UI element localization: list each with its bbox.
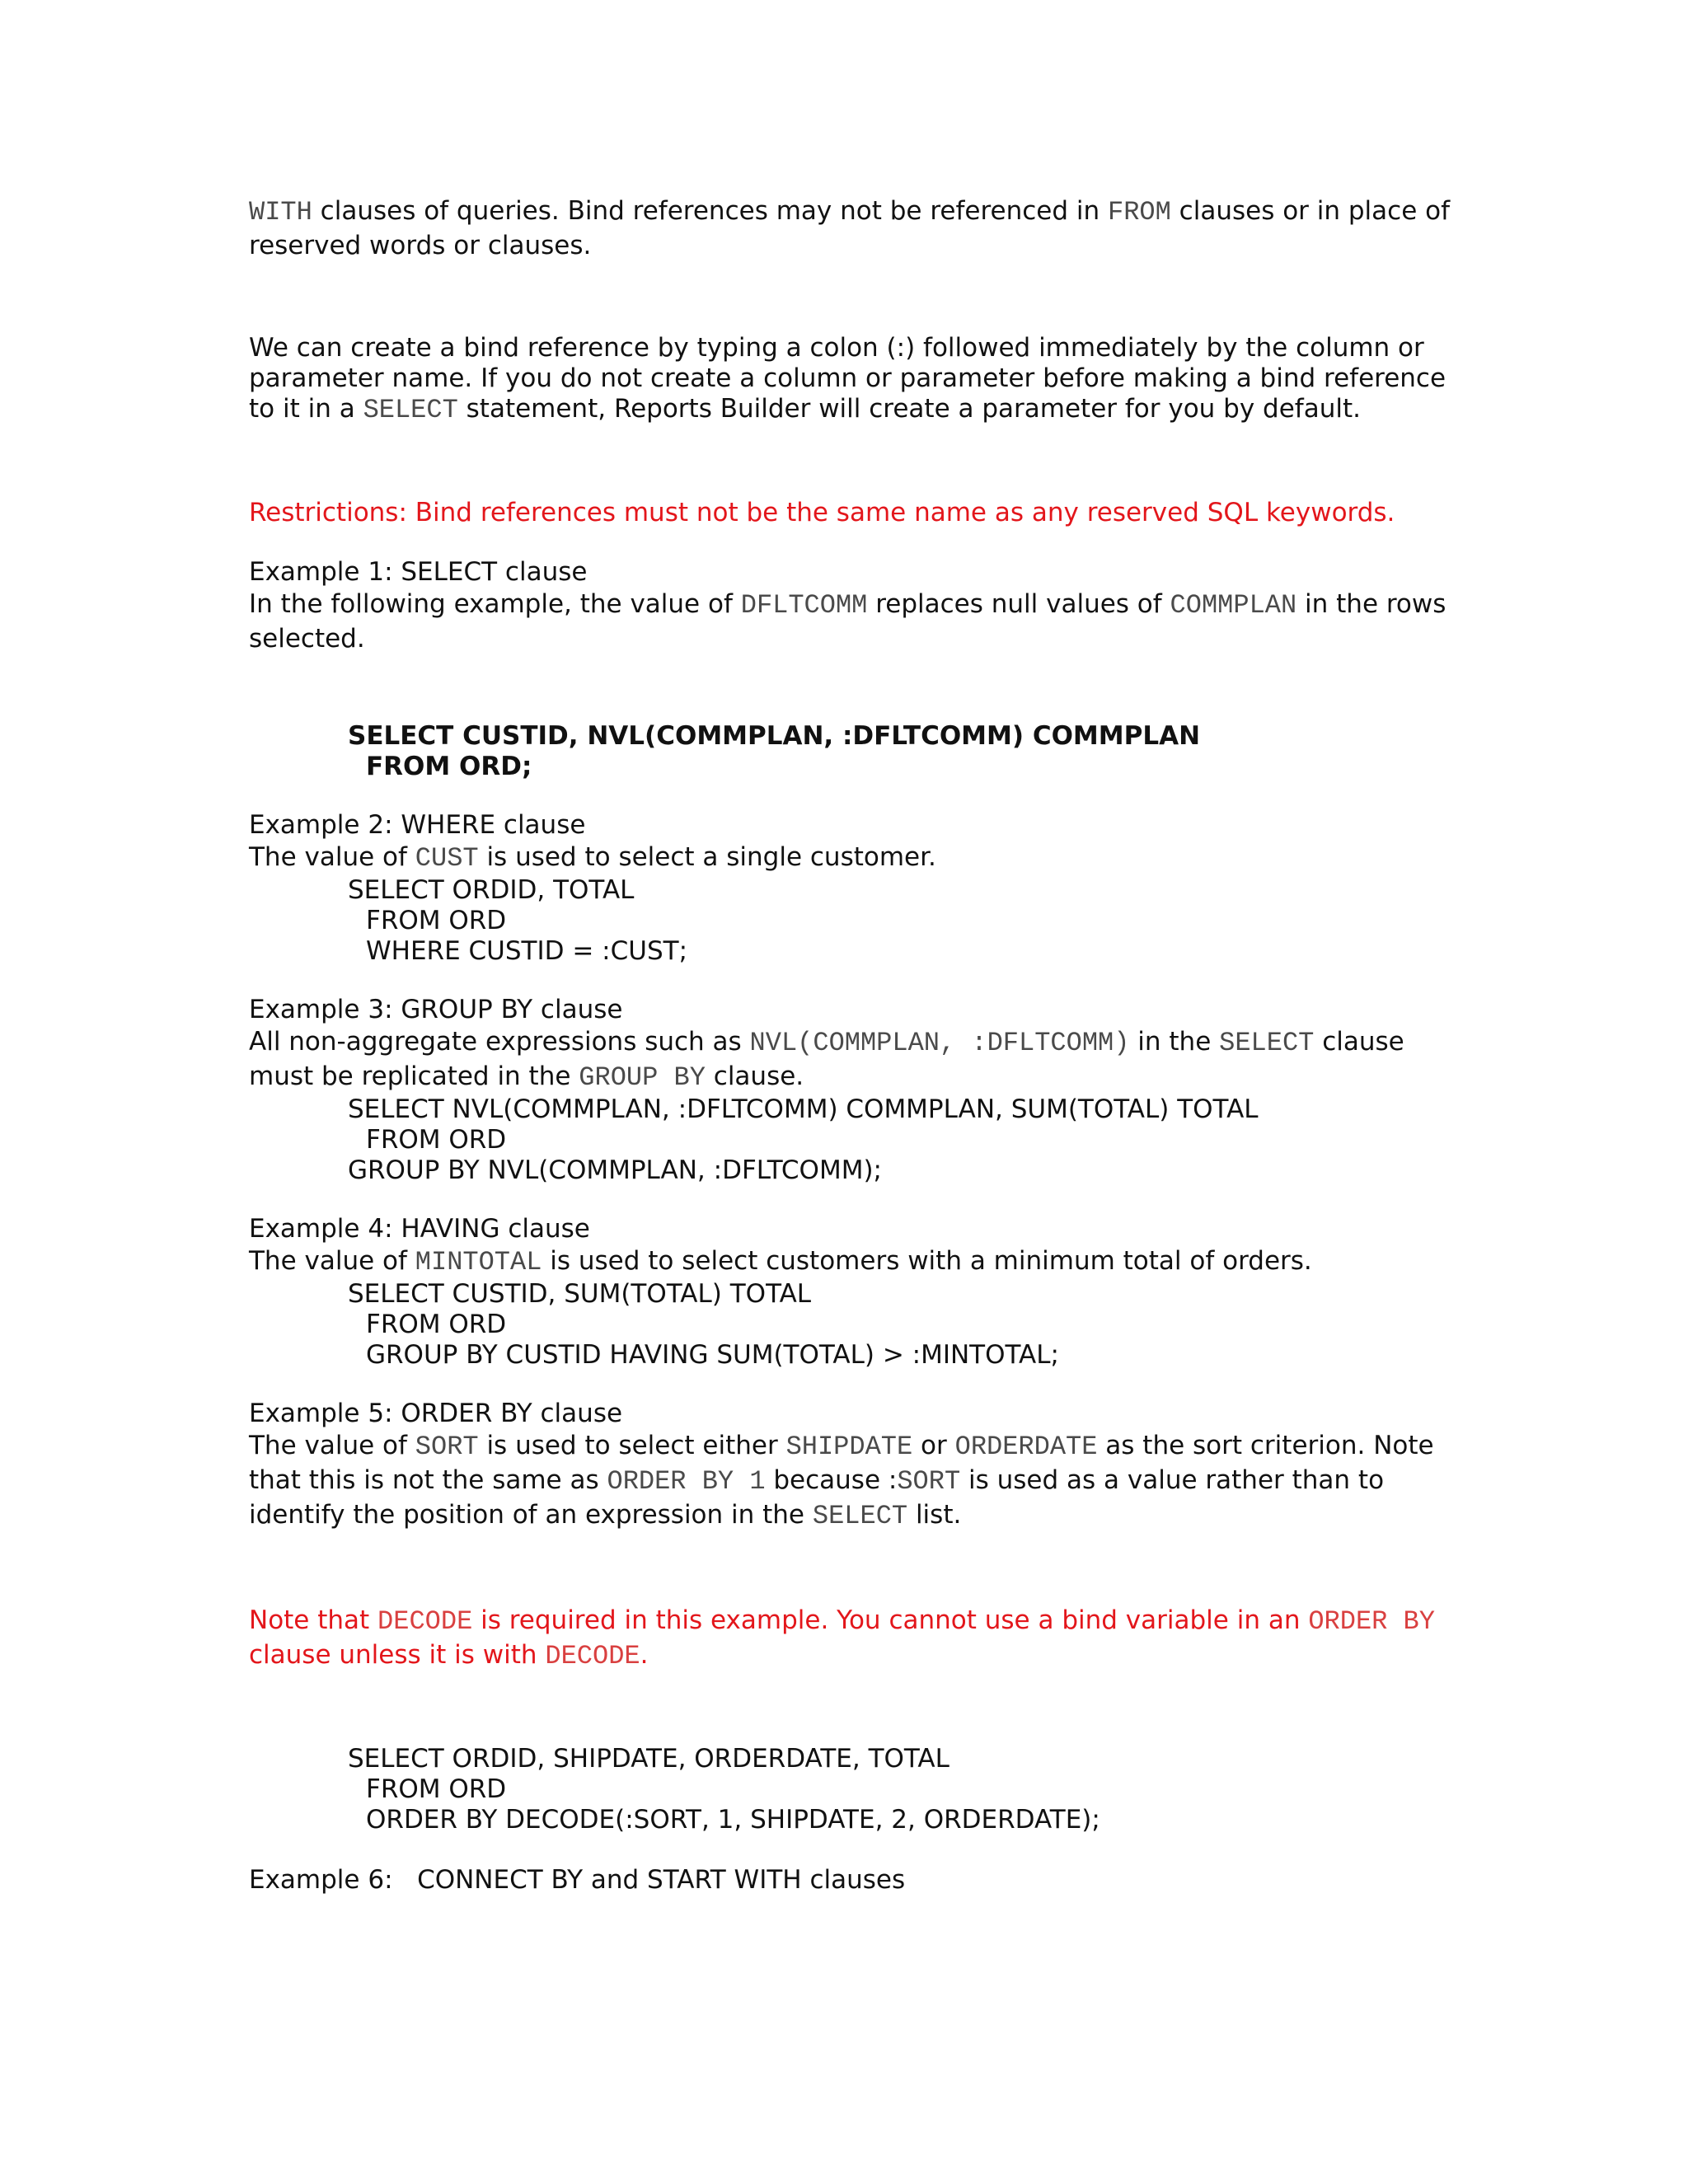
code-line: FROM ORD: [366, 1774, 507, 1804]
code-line: SELECT ORDID, SHIPDATE, ORDERDATE, TOTAL: [348, 1744, 950, 1774]
code-line: SELECT NVL(COMMPLAN, :DFLTCOMM) COMMPLAN, SUM(TOTAL) TOTAL: [348, 1094, 1259, 1124]
example-1-code: [348, 721, 1452, 782]
keyword: SHIPDATE: [785, 1432, 913, 1462]
code-line: WHERE CUSTID = :CUST;: [366, 936, 688, 966]
restrictions-note: Restrictions: Bind references must not be the same name as any reserved SQL keywords.: [249, 498, 1395, 527]
keyword: ORDER BY: [1308, 1606, 1435, 1637]
example-2-description: The value of CUST is used to select a single customer.: [249, 842, 936, 874]
example-2-heading: Example 2: WHERE clause: [249, 810, 586, 840]
document-page: [249, 194, 1452, 1896]
keyword: ORDERDATE: [954, 1432, 1098, 1462]
example-3-heading: Example 3: GROUP BY clause: [249, 995, 623, 1024]
code-line: ORDER BY DECODE(:SORT, 1, SHIPDATE, 2, ORDERDATE);: [366, 1805, 1100, 1835]
keyword: SELECT: [1219, 1028, 1315, 1058]
keyword: DFLTCOMM: [740, 590, 868, 621]
keyword: WITH: [249, 197, 312, 227]
keyword: FROM: [1108, 197, 1171, 227]
keyword: MINTOTAL: [415, 1247, 542, 1277]
code-line: SELECT CUSTID, SUM(TOTAL) TOTAL: [348, 1279, 812, 1309]
keyword: SELECT: [363, 395, 458, 425]
example-1-heading: Example 1: SELECT clause: [249, 557, 588, 587]
decode-note: Note that DECODE is required in this example. You cannot use a bind variable in an ORDER BY clause unless it is with DECODE.: [249, 1605, 1435, 1671]
example-5-code: [348, 1744, 1452, 1835]
keyword: DECODE: [545, 1641, 640, 1671]
code-line: FROM ORD: [366, 1310, 507, 1339]
example-2-code: [348, 875, 1452, 967]
example-5-heading: Example 5: ORDER BY clause: [249, 1399, 623, 1428]
code-line: GROUP BY CUSTID HAVING SUM(TOTAL) > :MINTOTAL;: [366, 1340, 1059, 1370]
keyword: SORT: [415, 1432, 479, 1462]
code-line: GROUP BY NVL(COMMPLAN, :DFLTCOMM);: [348, 1155, 882, 1185]
keyword: GROUP BY: [579, 1062, 706, 1093]
example-6-heading: Example 6: CONNECT BY and START WITH clauses: [249, 1865, 906, 1895]
example-5-description: The value of SORT is used to select either SHIPDATE or ORDERDATE as the sort criterion. Note that this is not the same as ORDER BY 1 because :SORT is used as a value rather than to identify the position of an expression in the SELECT list.: [249, 1431, 1434, 1531]
example-4-code: [348, 1279, 1452, 1371]
example-4-description: The value of MINTOTAL is used to select customers with a minimum total of orders.: [249, 1246, 1312, 1277]
code-line: FROM ORD: [366, 1125, 507, 1155]
keyword: SELECT: [812, 1501, 908, 1531]
keyword: COMMPLAN: [1170, 590, 1297, 621]
example-4-heading: Example 4: HAVING clause: [249, 1214, 590, 1244]
code-line: SELECT CUSTID, NVL(COMMPLAN, :DFLTCOMM) COMMPLAN: [348, 721, 1201, 751]
keyword: CUST: [415, 843, 479, 874]
example-3-code: [348, 1094, 1452, 1186]
code-line: SELECT ORDID, TOTAL: [348, 875, 635, 905]
example-3-description: All non-aggregate expressions such as NVL(COMMPLAN, :DFLTCOMM) in the SELECT clause must be replicated in the GROUP BY clause.: [249, 1027, 1404, 1093]
keyword: DECODE: [377, 1606, 473, 1637]
intro-paragraph-2: We can create a bind reference by typing a colon (:) followed immediately by the column or parameter name. If you do not create a column or parameter before making a bind reference to it in a SELECT statement, Reports Builder will create a parameter for you by default.: [249, 333, 1447, 425]
keyword: NVL(COMMPLAN, :DFLTCOMM): [749, 1028, 1130, 1058]
keyword: SORT: [897, 1466, 961, 1497]
example-1-description: In the following example, the value of DFLTCOMM replaces null values of COMMPLAN in the rows selected.: [249, 589, 1447, 654]
code-line: FROM ORD: [366, 906, 507, 935]
intro-paragraph-1: WITH clauses of queries. Bind references may not be referenced in FROM clauses or in place of reserved words or clauses.: [249, 196, 1451, 260]
code-line: FROM ORD;: [366, 752, 532, 781]
keyword: ORDER BY 1: [607, 1466, 766, 1497]
